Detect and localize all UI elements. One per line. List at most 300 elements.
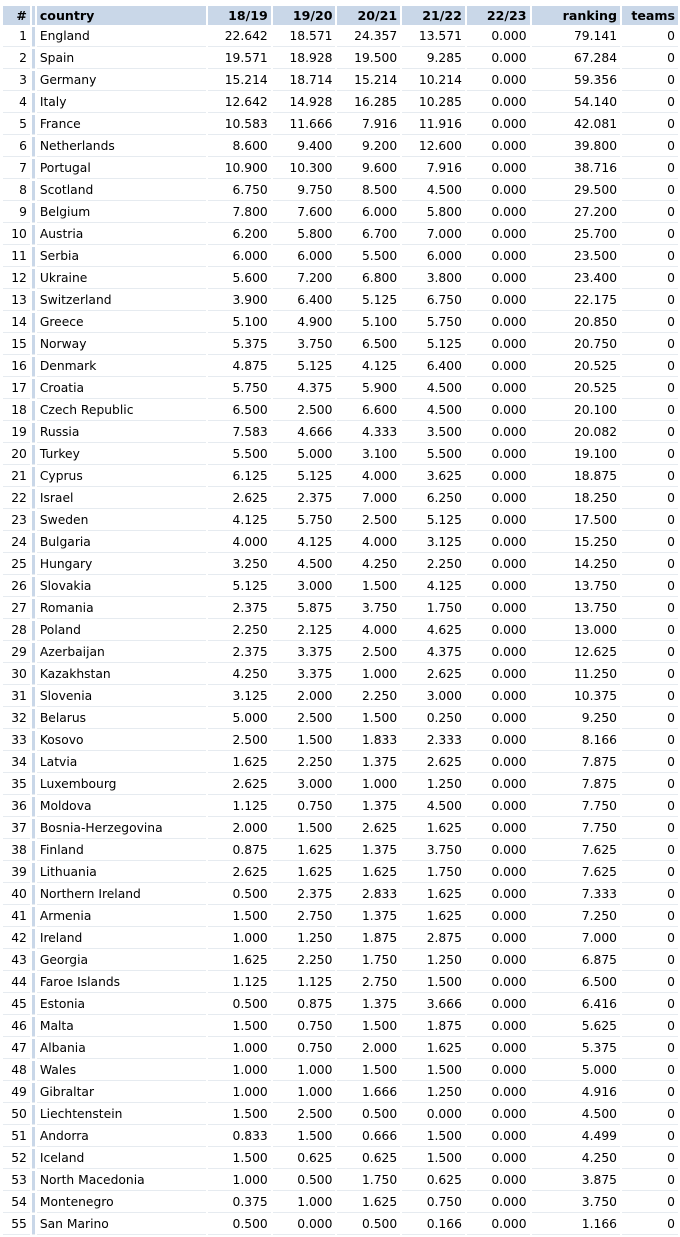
row-separator <box>32 115 35 135</box>
cell-index: 36 <box>3 797 30 817</box>
cell-country: Montenegro <box>37 1193 206 1213</box>
cell-season-19-20: 2.000 <box>273 687 336 707</box>
cell-season-20-21: 4.000 <box>337 467 400 487</box>
cell-season-20-21: 1.500 <box>337 709 400 729</box>
cell-season-19-20: 4.375 <box>273 379 336 399</box>
cell-ranking: 39.800 <box>532 137 620 157</box>
cell-season-21-22: 4.125 <box>402 577 465 597</box>
cell-country: Poland <box>37 621 206 641</box>
cell-season-20-21: 4.000 <box>337 621 400 641</box>
cell-season-19-20: 9.400 <box>273 137 336 157</box>
cell-season-20-21: 0.500 <box>337 1105 400 1125</box>
cell-season-18-19: 2.375 <box>208 643 271 663</box>
cell-season-22-23: 0.000 <box>467 533 530 553</box>
header-season-22-23[interactable]: 22/23 <box>467 6 530 25</box>
cell-season-19-20: 11.666 <box>273 115 336 135</box>
header-row <box>3 6 678 25</box>
cell-teams: 0 <box>622 489 678 509</box>
cell-index: 18 <box>3 401 30 421</box>
row-separator <box>32 269 35 289</box>
cell-season-22-23: 0.000 <box>467 511 530 531</box>
cell-season-18-19: 1.000 <box>208 1061 271 1081</box>
cell-season-22-23: 0.000 <box>467 467 530 487</box>
cell-season-20-21: 1.625 <box>337 1193 400 1213</box>
cell-index: 5 <box>3 115 30 135</box>
cell-season-21-22: 9.285 <box>402 49 465 69</box>
cell-index: 21 <box>3 467 30 487</box>
cell-teams: 0 <box>622 599 678 619</box>
cell-season-22-23: 0.000 <box>467 731 530 751</box>
cell-country: Belarus <box>37 709 206 729</box>
header-ranking[interactable]: ranking <box>532 6 620 25</box>
cell-season-19-20: 7.200 <box>273 269 336 289</box>
cell-season-20-21: 1.500 <box>337 1061 400 1081</box>
cell-teams: 0 <box>622 27 678 47</box>
cell-season-20-21: 1.750 <box>337 951 400 971</box>
cell-index: 12 <box>3 269 30 289</box>
row-separator <box>32 247 35 267</box>
cell-season-20-21: 6.000 <box>337 203 400 223</box>
cell-season-19-20: 4.125 <box>273 533 336 553</box>
cell-ranking: 6.416 <box>532 995 620 1015</box>
cell-season-20-21: 7.916 <box>337 115 400 135</box>
cell-season-20-21: 5.100 <box>337 313 400 333</box>
cell-country: Scotland <box>37 181 206 201</box>
cell-season-18-19: 0.833 <box>208 1127 271 1147</box>
cell-teams: 0 <box>622 995 678 1015</box>
table-row <box>3 511 678 531</box>
cell-country: Andorra <box>37 1127 206 1147</box>
cell-ranking: 20.082 <box>532 423 620 443</box>
cell-season-20-21: 1.625 <box>337 863 400 883</box>
cell-teams: 0 <box>622 423 678 443</box>
cell-season-21-22: 1.250 <box>402 1083 465 1103</box>
cell-ranking: 29.500 <box>532 181 620 201</box>
cell-index: 44 <box>3 973 30 993</box>
cell-season-18-19: 6.750 <box>208 181 271 201</box>
cell-season-21-22: 6.000 <box>402 247 465 267</box>
cell-season-18-19: 2.625 <box>208 775 271 795</box>
cell-country: Greece <box>37 313 206 333</box>
row-separator <box>32 445 35 465</box>
cell-season-18-19: 5.125 <box>208 577 271 597</box>
cell-season-19-20: 1.500 <box>273 819 336 839</box>
cell-season-18-19: 22.642 <box>208 27 271 47</box>
cell-season-18-19: 6.200 <box>208 225 271 245</box>
cell-country: Croatia <box>37 379 206 399</box>
cell-season-22-23: 0.000 <box>467 1061 530 1081</box>
table-row <box>3 1083 678 1103</box>
cell-season-18-19: 6.000 <box>208 247 271 267</box>
cell-ranking: 42.081 <box>532 115 620 135</box>
header-season-20-21[interactable]: 20/21 <box>337 6 400 25</box>
cell-season-18-19: 7.800 <box>208 203 271 223</box>
cell-country: North Macedonia <box>37 1171 206 1191</box>
cell-season-19-20: 3.375 <box>273 665 336 685</box>
cell-season-22-23: 0.000 <box>467 907 530 927</box>
cell-season-21-22: 4.500 <box>402 797 465 817</box>
cell-season-20-21: 2.833 <box>337 885 400 905</box>
cell-season-18-19: 1.500 <box>208 1105 271 1125</box>
table-row <box>3 1039 678 1059</box>
row-separator <box>32 423 35 443</box>
cell-country: Czech Republic <box>37 401 206 421</box>
cell-ranking: 19.100 <box>532 445 620 465</box>
cell-index: 10 <box>3 225 30 245</box>
cell-season-19-20: 2.500 <box>273 401 336 421</box>
cell-season-21-22: 2.875 <box>402 929 465 949</box>
cell-season-20-21: 3.750 <box>337 599 400 619</box>
header-season-21-22[interactable]: 21/22 <box>402 6 465 25</box>
cell-season-19-20: 2.500 <box>273 1105 336 1125</box>
cell-country: England <box>37 27 206 47</box>
cell-season-19-20: 2.125 <box>273 621 336 641</box>
cell-country: Slovakia <box>37 577 206 597</box>
cell-country: Spain <box>37 49 206 69</box>
cell-index: 6 <box>3 137 30 157</box>
cell-season-22-23: 0.000 <box>467 753 530 773</box>
cell-index: 9 <box>3 203 30 223</box>
row-separator <box>32 1061 35 1081</box>
cell-season-19-20: 18.714 <box>273 71 336 91</box>
cell-index: 13 <box>3 291 30 311</box>
table-row <box>3 489 678 509</box>
cell-season-18-19: 4.000 <box>208 533 271 553</box>
cell-teams: 0 <box>622 269 678 289</box>
cell-season-22-23: 0.000 <box>467 71 530 91</box>
cell-season-20-21: 0.666 <box>337 1127 400 1147</box>
cell-season-20-21: 1.375 <box>337 907 400 927</box>
row-separator <box>32 225 35 245</box>
cell-teams: 0 <box>622 445 678 465</box>
cell-season-18-19: 1.000 <box>208 1171 271 1191</box>
row-separator <box>32 467 35 487</box>
cell-season-21-22: 1.625 <box>402 885 465 905</box>
table-row <box>3 907 678 927</box>
table-row <box>3 533 678 553</box>
cell-index: 31 <box>3 687 30 707</box>
cell-season-22-23: 0.000 <box>467 643 530 663</box>
cell-season-19-20: 18.928 <box>273 49 336 69</box>
row-separator <box>32 1105 35 1125</box>
cell-index: 42 <box>3 929 30 949</box>
cell-season-20-21: 1.375 <box>337 841 400 861</box>
cell-index: 15 <box>3 335 30 355</box>
table-row <box>3 1193 678 1213</box>
cell-season-20-21: 1.500 <box>337 577 400 597</box>
cell-season-20-21: 1.666 <box>337 1083 400 1103</box>
cell-ranking: 7.875 <box>532 775 620 795</box>
cell-country: Georgia <box>37 951 206 971</box>
cell-country: Iceland <box>37 1149 206 1169</box>
cell-ranking: 20.100 <box>532 401 620 421</box>
cell-season-22-23: 0.000 <box>467 687 530 707</box>
cell-season-20-21: 2.750 <box>337 973 400 993</box>
cell-season-22-23: 0.000 <box>467 1017 530 1037</box>
table-row <box>3 115 678 135</box>
cell-country: Finland <box>37 841 206 861</box>
cell-teams: 0 <box>622 137 678 157</box>
cell-season-22-23: 0.000 <box>467 335 530 355</box>
table-row <box>3 665 678 685</box>
cell-country: Slovenia <box>37 687 206 707</box>
table-row <box>3 1171 678 1191</box>
cell-season-22-23: 0.000 <box>467 1193 530 1213</box>
cell-season-18-19: 1.500 <box>208 907 271 927</box>
row-separator <box>32 951 35 971</box>
cell-teams: 0 <box>622 907 678 927</box>
cell-ranking: 27.200 <box>532 203 620 223</box>
row-separator <box>32 511 35 531</box>
header-season-19-20[interactable]: 19/20 <box>273 6 336 25</box>
cell-season-18-19: 5.500 <box>208 445 271 465</box>
cell-ranking: 10.375 <box>532 687 620 707</box>
cell-country: Malta <box>37 1017 206 1037</box>
cell-season-18-19: 5.750 <box>208 379 271 399</box>
cell-index: 2 <box>3 49 30 69</box>
cell-season-22-23: 0.000 <box>467 555 530 575</box>
cell-country: Romania <box>37 599 206 619</box>
cell-season-18-19: 1.125 <box>208 973 271 993</box>
cell-season-20-21: 2.250 <box>337 687 400 707</box>
cell-index: 33 <box>3 731 30 751</box>
cell-season-22-23: 0.000 <box>467 269 530 289</box>
cell-season-19-20: 6.400 <box>273 291 336 311</box>
cell-season-21-22: 1.250 <box>402 775 465 795</box>
row-separator <box>32 753 35 773</box>
cell-season-20-21: 2.625 <box>337 819 400 839</box>
cell-season-22-23: 0.000 <box>467 621 530 641</box>
cell-season-19-20: 5.125 <box>273 467 336 487</box>
row-separator <box>32 709 35 729</box>
cell-ranking: 18.250 <box>532 489 620 509</box>
header-teams[interactable]: teams <box>622 6 678 25</box>
table-row <box>3 951 678 971</box>
cell-ranking: 25.700 <box>532 225 620 245</box>
cell-index: 19 <box>3 423 30 443</box>
cell-season-19-20: 2.750 <box>273 907 336 927</box>
row-separator <box>32 181 35 201</box>
cell-season-19-20: 1.125 <box>273 973 336 993</box>
cell-ranking: 20.850 <box>532 313 620 333</box>
table-row <box>3 379 678 399</box>
cell-season-21-22: 2.333 <box>402 731 465 751</box>
cell-teams: 0 <box>622 929 678 949</box>
cell-teams: 0 <box>622 1193 678 1213</box>
cell-season-22-23: 0.000 <box>467 863 530 883</box>
cell-season-21-22: 0.750 <box>402 1193 465 1213</box>
table-row <box>3 577 678 597</box>
cell-season-21-22: 4.500 <box>402 181 465 201</box>
cell-ranking: 20.525 <box>532 357 620 377</box>
cell-teams: 0 <box>622 511 678 531</box>
cell-ranking: 1.166 <box>532 1215 620 1235</box>
row-separator <box>32 907 35 927</box>
row-separator <box>32 401 35 421</box>
table-row <box>3 291 678 311</box>
table-body <box>3 27 678 1235</box>
cell-season-20-21: 1.750 <box>337 1171 400 1191</box>
cell-season-22-23: 0.000 <box>467 841 530 861</box>
header-separator <box>32 6 35 25</box>
cell-season-20-21: 4.333 <box>337 423 400 443</box>
cell-season-20-21: 8.500 <box>337 181 400 201</box>
cell-index: 16 <box>3 357 30 377</box>
cell-season-21-22: 0.166 <box>402 1215 465 1235</box>
cell-teams: 0 <box>622 93 678 113</box>
cell-season-22-23: 0.000 <box>467 1105 530 1125</box>
table-row <box>3 93 678 113</box>
cell-ranking: 79.141 <box>532 27 620 47</box>
cell-ranking: 38.716 <box>532 159 620 179</box>
cell-season-18-19: 19.571 <box>208 49 271 69</box>
table-row <box>3 643 678 663</box>
cell-season-21-22: 2.250 <box>402 555 465 575</box>
cell-season-21-22: 6.250 <box>402 489 465 509</box>
row-separator <box>32 863 35 883</box>
cell-country: Bulgaria <box>37 533 206 553</box>
cell-ranking: 8.166 <box>532 731 620 751</box>
cell-season-18-19: 1.000 <box>208 1039 271 1059</box>
table-row <box>3 995 678 1015</box>
cell-season-19-20: 14.928 <box>273 93 336 113</box>
cell-season-19-20: 0.750 <box>273 797 336 817</box>
cell-season-19-20: 3.375 <box>273 643 336 663</box>
cell-season-20-21: 4.000 <box>337 533 400 553</box>
cell-teams: 0 <box>622 709 678 729</box>
table-row <box>3 1017 678 1037</box>
table-row <box>3 687 678 707</box>
cell-ranking: 54.140 <box>532 93 620 113</box>
cell-country: Germany <box>37 71 206 91</box>
cell-index: 20 <box>3 445 30 465</box>
cell-season-21-22: 5.800 <box>402 203 465 223</box>
row-separator <box>32 1149 35 1169</box>
cell-season-19-20: 4.900 <box>273 313 336 333</box>
cell-season-21-22: 5.750 <box>402 313 465 333</box>
cell-index: 25 <box>3 555 30 575</box>
cell-season-22-23: 0.000 <box>467 225 530 245</box>
cell-season-20-21: 16.285 <box>337 93 400 113</box>
cell-season-21-22: 7.916 <box>402 159 465 179</box>
row-separator <box>32 995 35 1015</box>
cell-teams: 0 <box>622 313 678 333</box>
row-separator <box>32 489 35 509</box>
cell-season-22-23: 0.000 <box>467 313 530 333</box>
cell-season-21-22: 3.750 <box>402 841 465 861</box>
cell-ranking: 23.500 <box>532 247 620 267</box>
cell-ranking: 15.250 <box>532 533 620 553</box>
cell-season-18-19: 1.500 <box>208 1149 271 1169</box>
cell-season-18-19: 10.900 <box>208 159 271 179</box>
cell-season-19-20: 4.666 <box>273 423 336 443</box>
header-season-18-19[interactable]: 18/19 <box>208 6 271 25</box>
cell-season-22-23: 0.000 <box>467 819 530 839</box>
row-separator <box>32 797 35 817</box>
cell-country: Luxembourg <box>37 775 206 795</box>
cell-season-21-22: 5.500 <box>402 445 465 465</box>
row-separator <box>32 1039 35 1059</box>
table-row <box>3 841 678 861</box>
cell-teams: 0 <box>622 49 678 69</box>
cell-season-22-23: 0.000 <box>467 115 530 135</box>
cell-season-22-23: 0.000 <box>467 247 530 267</box>
cell-index: 29 <box>3 643 30 663</box>
cell-teams: 0 <box>622 71 678 91</box>
cell-season-19-20: 1.000 <box>273 1083 336 1103</box>
cell-season-18-19: 8.600 <box>208 137 271 157</box>
cell-ranking: 3.875 <box>532 1171 620 1191</box>
cell-season-20-21: 9.200 <box>337 137 400 157</box>
table-row <box>3 885 678 905</box>
cell-index: 55 <box>3 1215 30 1235</box>
cell-season-18-19: 1.000 <box>208 1083 271 1103</box>
cell-season-18-19: 2.625 <box>208 489 271 509</box>
cell-season-18-19: 7.583 <box>208 423 271 443</box>
cell-country: Serbia <box>37 247 206 267</box>
cell-season-18-19: 0.875 <box>208 841 271 861</box>
cell-season-22-23: 0.000 <box>467 489 530 509</box>
table-row <box>3 357 678 377</box>
cell-ranking: 22.175 <box>532 291 620 311</box>
cell-season-18-19: 5.600 <box>208 269 271 289</box>
cell-country: Lithuania <box>37 863 206 883</box>
cell-season-18-19: 1.500 <box>208 1017 271 1037</box>
cell-season-20-21: 4.250 <box>337 555 400 575</box>
cell-season-20-21: 2.000 <box>337 1039 400 1059</box>
header-country[interactable]: country <box>37 6 206 25</box>
cell-teams: 0 <box>622 577 678 597</box>
cell-season-19-20: 18.571 <box>273 27 336 47</box>
cell-season-22-23: 0.000 <box>467 203 530 223</box>
cell-season-19-20: 1.500 <box>273 731 336 751</box>
cell-season-20-21: 24.357 <box>337 27 400 47</box>
cell-teams: 0 <box>622 1061 678 1081</box>
cell-season-22-23: 0.000 <box>467 709 530 729</box>
cell-season-18-19: 1.000 <box>208 929 271 949</box>
cell-season-20-21: 0.625 <box>337 1149 400 1169</box>
row-separator <box>32 599 35 619</box>
cell-ranking: 4.500 <box>532 1105 620 1125</box>
cell-season-20-21: 6.500 <box>337 335 400 355</box>
cell-index: 40 <box>3 885 30 905</box>
cell-ranking: 14.250 <box>532 555 620 575</box>
table-row <box>3 555 678 575</box>
cell-season-19-20: 1.500 <box>273 1127 336 1147</box>
cell-season-20-21: 1.500 <box>337 1017 400 1037</box>
cell-season-19-20: 0.625 <box>273 1149 336 1169</box>
cell-season-19-20: 5.000 <box>273 445 336 465</box>
cell-index: 34 <box>3 753 30 773</box>
cell-season-19-20: 2.375 <box>273 489 336 509</box>
cell-season-20-21: 1.375 <box>337 995 400 1015</box>
cell-season-19-20: 3.000 <box>273 775 336 795</box>
cell-country: Kazakhstan <box>37 665 206 685</box>
cell-teams: 0 <box>622 1039 678 1059</box>
row-separator <box>32 27 35 47</box>
cell-index: 17 <box>3 379 30 399</box>
cell-season-21-22: 1.625 <box>402 907 465 927</box>
cell-index: 1 <box>3 27 30 47</box>
row-separator <box>32 1127 35 1147</box>
cell-country: Moldova <box>37 797 206 817</box>
cell-season-18-19: 5.375 <box>208 335 271 355</box>
cell-season-18-19: 15.214 <box>208 71 271 91</box>
row-separator <box>32 1171 35 1191</box>
header-index[interactable]: # <box>3 6 30 25</box>
row-separator <box>32 203 35 223</box>
cell-index: 37 <box>3 819 30 839</box>
